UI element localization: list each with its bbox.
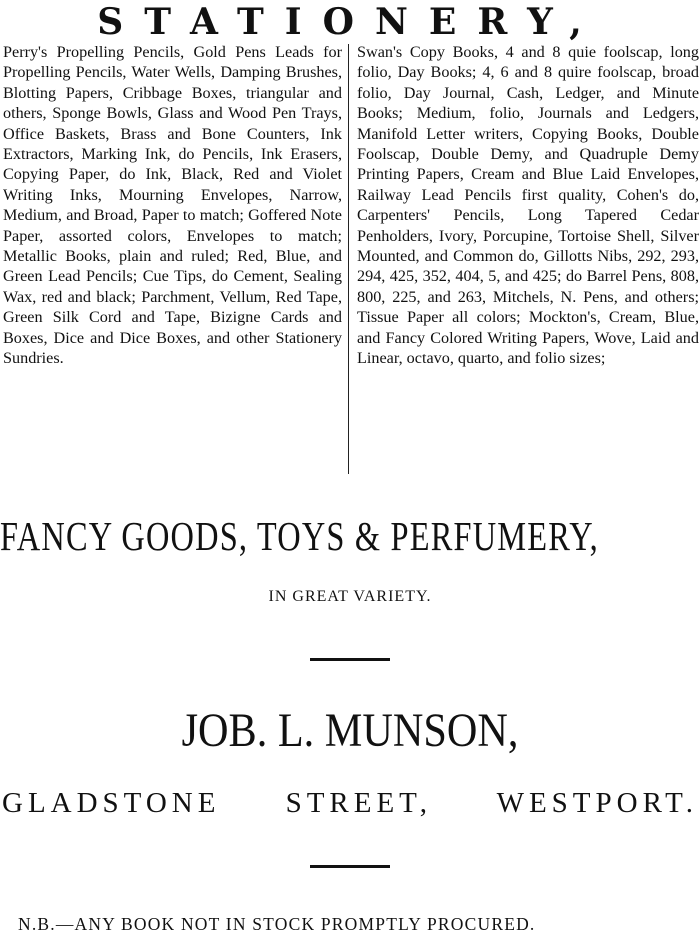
right-column-text: Swan's Copy Books, 4 and 8 quie foolscap, long folio, Day Books; 4, 6 and 8 quire foolscap, broad folio, Day Journal, Cash, Ledger, and Minute Books; Medium, folio, Journals and Ledgers, Manifold Letter writers, Copying Books, Double Foolscap, Double Demy, and Quadruple Demy Printing Papers, Cream and Blue Laid Envelopes, Railway Lead Pencils first quality, Cohen's do, Carpenters' Pencils, Long Tapered Cedar Penholders, Ivory, Porcupine, Tortoise Shell, Silver Mounted, and Common do, Gillotts Nibs, 292, 293, 294, 425, 352, 404, 5, and 425; do Barrel Pens, 808, 800, 225, and 263, Mitchels, N. Pens, and others; Tissue Paper all colors; Mockton's, Cream, Blue, and Fancy Colored Writing Papers, Wove, Laid and Linear, octavo, quarto, and folio sizes; bbox=[357, 43, 699, 368]
left-column-text: Perry's Propelling Pencils, Gold Pens Leads for Propelling Pencils, Water Wells, Damping Brushes, Blotting Papers, Cribbage Boxes, triangular and others, Sponge Bowls, Glass and Wood Pen Trays, Office Baskets, Brass and Bone Counters, Ink Extractors, Marking Ink, do Pencils, Ink Erasers, Copying Paper, do Ink, Black, Red and Violet Writing Inks, Mourning Envelopes, Narrow, Medium, and Broad, Paper to match; Goffered Note Paper, assorted colors, Envelopes to match; Metallic Books, plain and ruled; Red, Blue, and Green Lead Pencils; Cue Tips, do Cement, Sealing Wax, red and black; Parchment, Vellum, Red Tape, Green Silk Cord and Tape, Bizigne Cards and Boxes, Dice and Dice Boxes, and other Stationery Sundries. bbox=[3, 43, 342, 368]
short-rule-bottom bbox=[310, 865, 390, 868]
stationery-heading: STATIONERY, bbox=[97, 1, 603, 43]
fancy-goods-heading: FANCY GOODS, TOYS & PERFUMERY, bbox=[0, 513, 599, 559]
merchant-name: JOB. L. MUNSON, bbox=[181, 704, 519, 757]
nota-bene-line: N.B.—ANY BOOK NOT IN STOCK PROMPTLY PROCURED. bbox=[18, 914, 536, 934]
merchant-address: GLADSTONE STREET, WESTPORT. bbox=[2, 787, 698, 819]
variety-subheading: IN GREAT VARIETY. bbox=[268, 588, 432, 605]
column-divider bbox=[348, 44, 349, 474]
short-rule-top bbox=[310, 658, 390, 661]
